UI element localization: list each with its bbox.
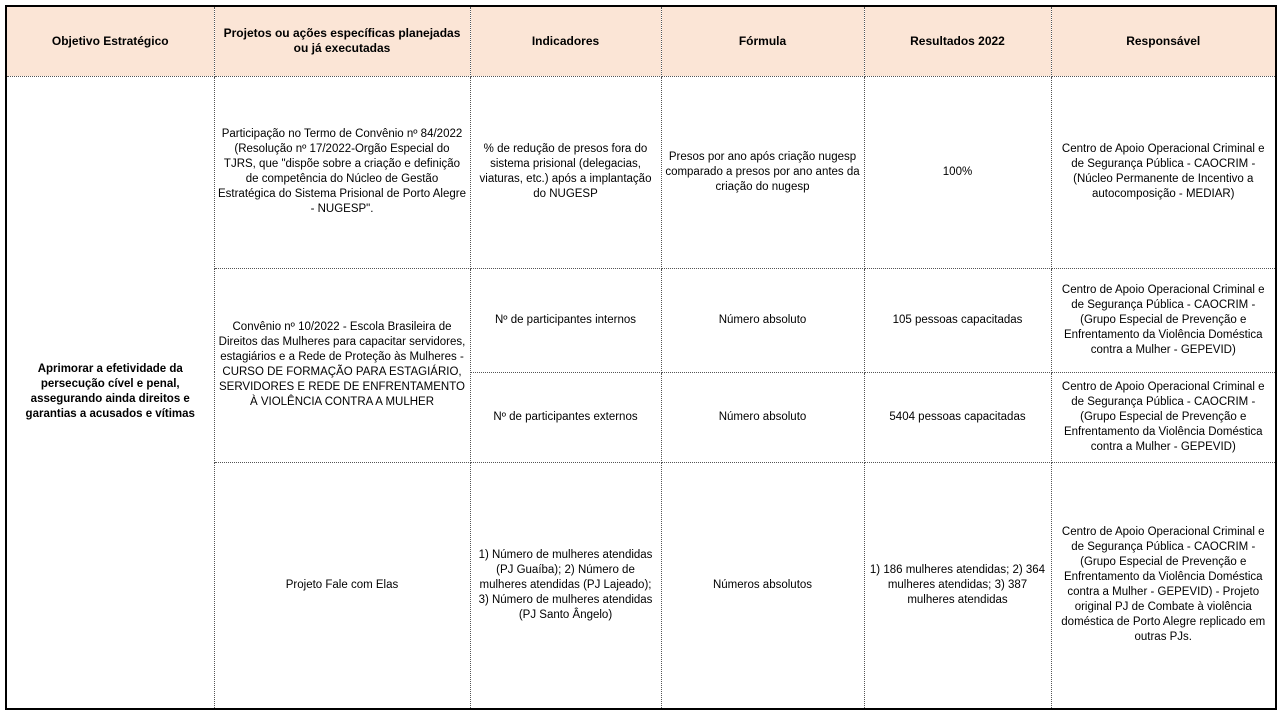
responsible-cell: Centro de Apoio Operacional Criminal e de Segurança Pública - CAOCRIM - (Núcleo Permanente de Incentivo a autocomposição - MEDIAR) (1051, 76, 1276, 268)
project-cell: Convênio nº 10/2022 - Escola Brasileira de Direitos das Mulheres para capacitar servidores, estagiários e a Rede de Proteção às Mulheres - CURSO DE FORMAÇÃO PARA ESTAGIÁRIO, SERVIDORES E REDE DE ENFRENTAMENTO À VIOLÊNCIA CONTRA A MULHER (214, 268, 470, 462)
formula-cell: Número absoluto (661, 372, 864, 462)
result-cell: 5404 pessoas capacitadas (864, 372, 1051, 462)
header-results: Resultados 2022 (864, 6, 1051, 76)
formula-cell: Números absolutos (661, 462, 864, 709)
project-cell: Participação no Termo de Convênio nº 84/2022 (Resolução nº 17/2022-Orgão Especial do TJRS, que "dispõe sobre a criação e definição de competência do Núcleo de Gestão Estratégica do Sistema Prisional de Porto Alegre - NUGESP". (214, 76, 470, 268)
result-cell: 105 pessoas capacitadas (864, 268, 1051, 372)
result-cell: 100% (864, 76, 1051, 268)
responsible-cell: Centro de Apoio Operacional Criminal e de Segurança Pública - CAOCRIM - (Grupo Especial de Prevenção e Enfrentamento da Violência Doméstica contra a Mulher - GEPEVID) - Projeto original PJ de Combate à violência doméstica de Porto Alegre replicado em outras PJs. (1051, 462, 1276, 709)
indicator-cell: Nº de participantes externos (470, 372, 661, 462)
header-objective: Objetivo Estratégico (6, 6, 214, 76)
formula-cell: Presos por ano após criação nugesp comparado a presos por ano antes da criação do nugesp (661, 76, 864, 268)
header-projects: Projetos ou ações específicas planejadas ou já executadas (214, 6, 470, 76)
responsible-cell: Centro de Apoio Operacional Criminal e de Segurança Pública - CAOCRIM - (Grupo Especial de Prevenção e Enfrentamento da Violência Doméstica contra a Mulher - GEPEVID) (1051, 372, 1276, 462)
formula-cell: Número absoluto (661, 268, 864, 372)
header-indicators: Indicadores (470, 6, 661, 76)
project-cell: Projeto Fale com Elas (214, 462, 470, 709)
responsible-cell: Centro de Apoio Operacional Criminal e de Segurança Pública - CAOCRIM - (Grupo Especial de Prevenção e Enfrentamento da Violência Doméstica contra a Mulher - GEPEVID) (1051, 268, 1276, 372)
indicator-cell: Nº de participantes internos (470, 268, 661, 372)
header-formula: Fórmula (661, 6, 864, 76)
strategic-table (5, 5, 1277, 710)
indicator-cell: 1) Número de mulheres atendidas (PJ Guaíba); 2) Número de mulheres atendidas (PJ Lajeado); 3) Número de mulheres atendidas (PJ Santo Ângelo) (470, 462, 661, 709)
header-responsible: Responsável (1051, 6, 1276, 76)
indicator-cell: % de redução de presos fora do sistema prisional (delegacias, viaturas, etc.) após a implantação do NUGESP (470, 76, 661, 268)
header-row (6, 6, 1276, 76)
result-cell: 1) 186 mulheres atendidas; 2) 364 mulheres atendidas; 3) 387 mulheres atendidas (864, 462, 1051, 709)
objective-cell: Aprimorar a efetividade da persecução cível e penal, assegurando ainda direitos e garantias a acusados e vítimas (6, 76, 214, 709)
table-row (6, 76, 1276, 268)
